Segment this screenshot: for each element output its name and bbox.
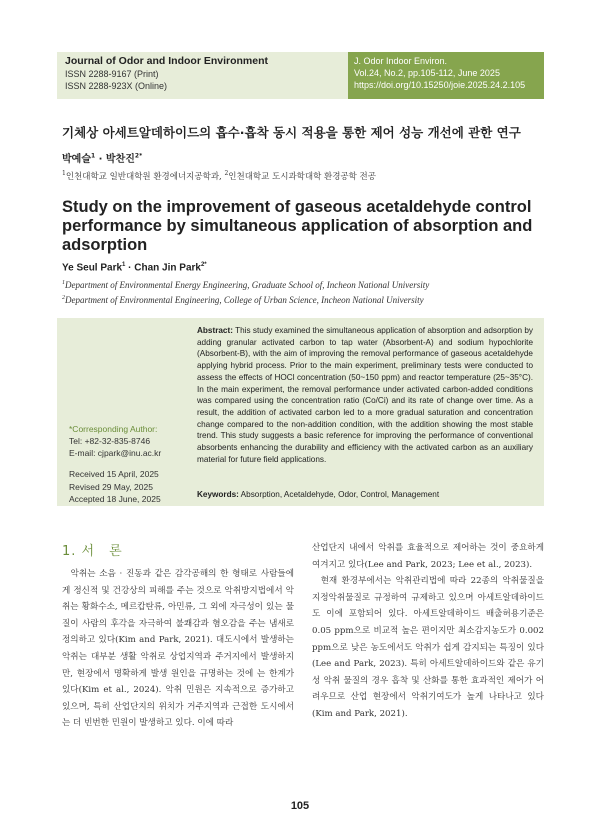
issn-print: ISSN 2288-9167 (Print) bbox=[65, 69, 159, 79]
english-affil-2-line bbox=[62, 292, 542, 307]
korean-title: 기체상 아세트알데하이드의 흡수·흡착 동시 적용을 통한 제어 성능 개선에 관한 연구 bbox=[62, 125, 521, 140]
keywords-label: Keywords: bbox=[197, 490, 239, 499]
right-column bbox=[312, 540, 544, 723]
page-number: 105 bbox=[290, 800, 310, 812]
english-author-2-sup: 2* bbox=[200, 262, 207, 268]
english-affil-2-sup: 2 bbox=[62, 294, 65, 301]
corresponding-label: *Corresponding Author: bbox=[69, 424, 158, 434]
journal-abbrev: J. Odor Indoor Environ. bbox=[354, 56, 448, 66]
english-author-1: Ye Seul Park bbox=[62, 262, 123, 274]
revised-date: Revised 29 May, 2025 bbox=[69, 481, 153, 492]
korean-affiliations bbox=[62, 170, 542, 182]
received-date: Received 15 April, 2025 bbox=[69, 469, 159, 479]
keywords bbox=[197, 490, 533, 499]
accepted-date: Accepted 18 June, 2025 bbox=[69, 494, 161, 504]
english-title: Study on the improvement of gaseous acetaldehyde control performance by simultaneous application of absorption and adsorption bbox=[62, 198, 533, 254]
journal-header bbox=[57, 52, 544, 99]
left-column bbox=[62, 566, 294, 732]
english-author-1-sup: 1 bbox=[122, 262, 126, 268]
corresponding-email[interactable]: E-mail: cjpark@inu.ac.kr bbox=[69, 448, 162, 458]
journal-name: Journal of Odor and Indoor Environment bbox=[65, 55, 269, 67]
left-paragraph-1: 악취는 소음 · 진동과 같은 감각공해의 한 형태로 사람들에게 정신적 및 건강상의 피해를 주는 것으로 악취방지법에서 악취는 황화수소, 메르캅탄류, 아민류, 그 외에 자극성이 있는 물질이 사람의 후각을 자극하여 불쾌감과 혐오감을 주는 냄새로 정의하고 있다(Kim and Park, 2021). 대도시에서 발생하는 악취는 대부분 생활 악취로 상업지역과 주거지에서 발생하지만, 현장에서 명확하게 발생 원인을 규명하는 것에 는 한계가 있다(Kim et al., 2024). 악취 민원은 지속적으로 증가하고 있으며, 특히 산업단지의 위치가 거주지역과 근접한 도시에서는 더 빈번한 민원이 발생하고 있다. 이에 따라 bbox=[62, 569, 294, 729]
abstract-text bbox=[197, 325, 533, 465]
abstract-box bbox=[57, 318, 544, 506]
author-1-sup: 1 bbox=[90, 152, 96, 160]
journal-header-left bbox=[57, 52, 348, 99]
section-heading: 1. 서 론 bbox=[62, 544, 123, 559]
keywords-list: Absorption, Acetaldehyde, Odor, Control, Management bbox=[238, 490, 440, 499]
volume-line: Vol.24, No.2, pp.105-112, June 2025 bbox=[354, 68, 500, 78]
korean-affil-1: 인천대학교 일반대학원 환경에너지공학과, bbox=[65, 172, 225, 182]
author-2-sup: 2* bbox=[134, 152, 143, 160]
abstract-label: Abstract: bbox=[197, 326, 233, 335]
english-affil-1-sup: 1 bbox=[62, 280, 65, 286]
english-author-2: · Chan Jin Park bbox=[125, 262, 201, 274]
right-paragraph-2: 현재 환경부에서는 악취관리법에 따라 22종의 악취물질을 지정악취물질로 규정하여 규제하고 있으며 아세트알데하이드도 이에 포함되어 있다. 아세트알데하이드 배출허용기준은 0.05 ppm으로 비교적 높은 편이지만 최소감지농도가 0.002 ppm으로 낮은 농도에서도 악취가 쉽게 감지되는 특징이 있다(Lee and Park, 2023). 특히 아세트알데하이드와 같은 유기성 악취 물질의 경우 흡착 및 산화를 통한 효과적인 제어가 어려우므로 산업 현장에서 악취기여도가 높게 나타나고 있다(Kim and Park, 2021). bbox=[312, 576, 544, 719]
korean-author-2: · 박찬진 bbox=[95, 154, 135, 165]
english-affil-1-line bbox=[62, 277, 542, 292]
article-dates bbox=[69, 468, 161, 506]
journal-header-right bbox=[348, 52, 544, 99]
english-authors bbox=[62, 262, 207, 273]
english-affil-1: Department of Environmental Energy Engineering, Graduate School of, Incheon National University bbox=[65, 280, 430, 290]
korean-affil-2-sup: 2 bbox=[224, 170, 229, 178]
korean-affil-2: 인천대학교 도시과학대학 환경공학 전공 bbox=[228, 172, 376, 182]
issn-online: ISSN 2288-923X (Online) bbox=[65, 81, 168, 91]
english-affil-2: Department of Environmental Engineering, College of Urban Science, Incheon National University bbox=[65, 294, 424, 305]
english-affiliations bbox=[62, 277, 542, 306]
doi-link[interactable]: https://doi.org/10.15250/joie.2025.24.2.105 bbox=[354, 80, 526, 90]
right-paragraph-1: 산업단지 내에서 악취를 효율적으로 제어하는 것이 중요하게 여겨지고 있다(Lee and Park, 2023; Lee et al., 2023). bbox=[312, 543, 544, 570]
corresponding-tel: Tel: +82-32-835-8746 bbox=[69, 436, 151, 446]
corresponding-author bbox=[69, 423, 161, 459]
korean-affil-1-sup: 1 bbox=[62, 170, 66, 178]
abstract-body: This study examined the simultaneous application of absorption and adsorption by adding granular activated carbon to tap water (Absorbent-A) and sodium hypochlorite (Absorbent-B), with the aim of improving the removal performance of gaseous acetaldehyde applying hybrid process. Prior to the main experiment, preliminary tests were conducted to assess the effects of HOCl concentration (50~150 ppm) and reactor temperature (25~35°C). In the main experiment, the removal performance under activated carbon-added conditions was compared using the concentration ratio (Co/Ci) and its rate of change over time. As a result, the addition of activated carbon led to a more gradual saturation and concentration change compared to the non-addition condition, with the addition showing the most stable trend. This study suggests a basic reference for improving the performance of conventional absorbents enhancing the durability and efficiency with the activated carbon as an auxiliary material for future field applications. bbox=[197, 326, 533, 464]
korean-authors bbox=[62, 150, 142, 165]
korean-author-1: 박예슬 bbox=[62, 154, 91, 165]
